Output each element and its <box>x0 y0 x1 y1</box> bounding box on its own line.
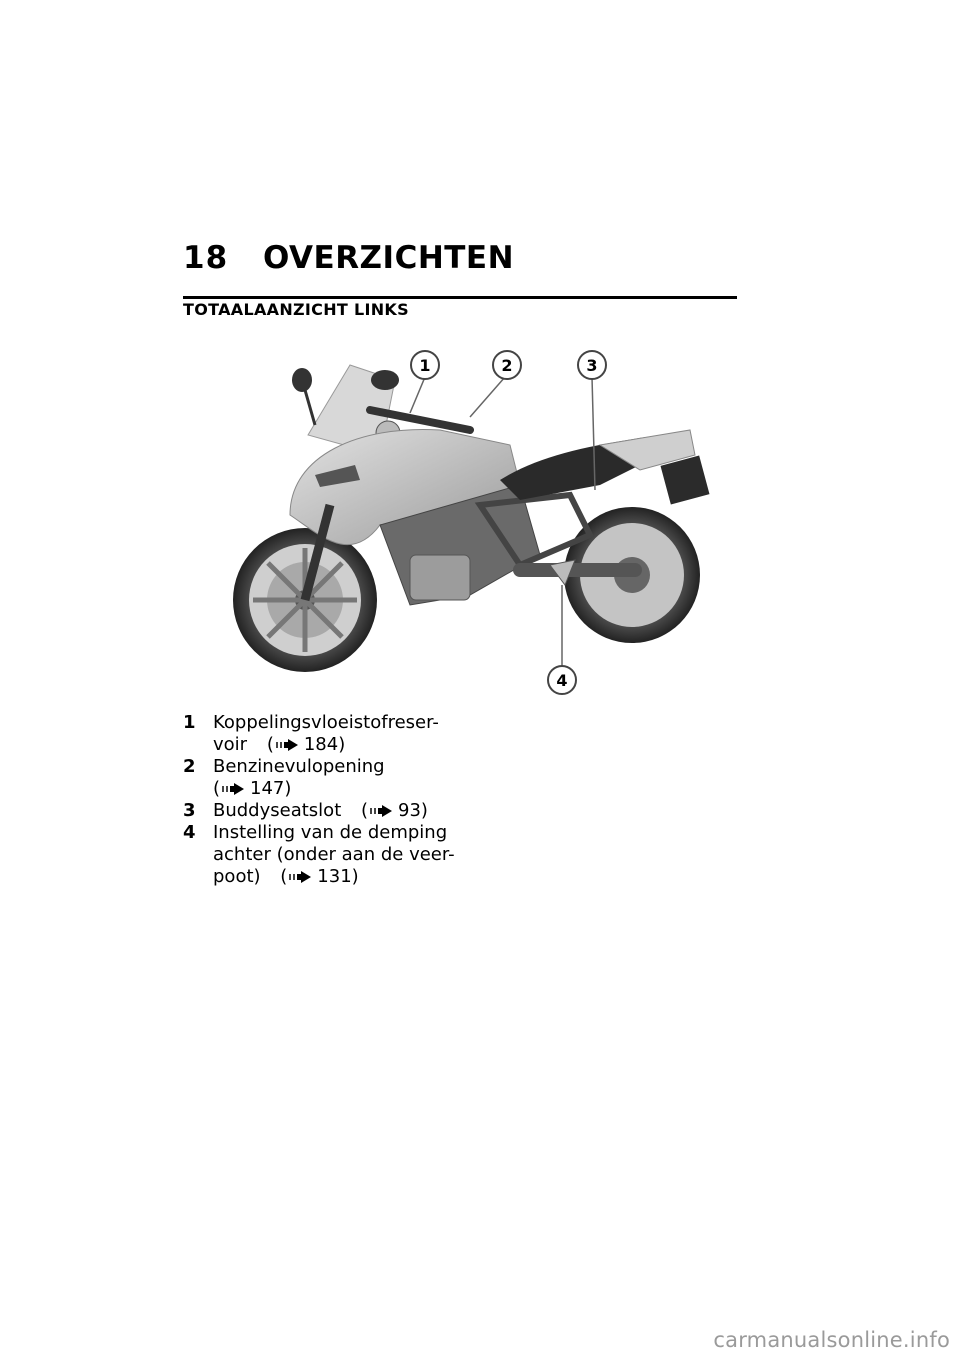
page-arrow-icon <box>368 804 394 818</box>
page-reference[interactable]: ( 147 ) <box>213 778 292 799</box>
motorcycle-figure <box>220 335 720 705</box>
svg-text:3: 3 <box>586 356 598 375</box>
callout-2 <box>493 351 521 379</box>
motorcycle-illustration <box>220 335 720 705</box>
legend-item-3 <box>183 800 483 822</box>
legend-item-4 <box>183 822 483 888</box>
callout-1 <box>411 351 439 379</box>
legend-number: 4 <box>183 822 196 843</box>
page-reference[interactable]: ( 184 ) <box>266 734 346 755</box>
right-mirror <box>371 370 399 390</box>
legend-text: Koppelingsvloeistofreser- voir ( 184 ) <box>213 712 439 755</box>
header-rule <box>183 296 737 299</box>
page-number: 18 <box>183 240 229 276</box>
legend-text: Benzinevulopening ( 147 ) <box>213 756 385 799</box>
left-mirror <box>292 368 312 392</box>
legend-item-1 <box>183 712 483 756</box>
footer-watermark: carmanualsonline.info <box>713 1328 950 1352</box>
legend-text: Buddyseatslot ( 93 ) <box>213 800 428 821</box>
svg-text:2: 2 <box>501 356 513 375</box>
legend-text: Instelling van de demping achter (onder aan de veer- poot) ( 131 ) <box>213 822 455 887</box>
callout-3 <box>578 351 606 379</box>
legend-number: 3 <box>183 800 196 821</box>
page-reference[interactable]: ( 131 ) <box>280 866 359 887</box>
page-arrow-icon <box>274 738 300 752</box>
page-header <box>183 240 737 296</box>
page-arrow-icon <box>220 782 246 796</box>
svg-text:1: 1 <box>419 356 431 375</box>
legend-number: 1 <box>183 712 196 733</box>
legend-item-2 <box>183 756 483 800</box>
page-arrow-icon <box>287 870 313 884</box>
svg-text:4: 4 <box>556 671 568 690</box>
page-reference[interactable]: ( 93 ) <box>360 800 428 821</box>
legend-list <box>183 712 483 888</box>
legend-number: 2 <box>183 756 196 777</box>
section-title: TOTAALAANZICHT LINKS <box>183 300 409 319</box>
callout-4 <box>548 666 576 694</box>
chapter-title: OVERZICHTEN <box>263 240 515 276</box>
